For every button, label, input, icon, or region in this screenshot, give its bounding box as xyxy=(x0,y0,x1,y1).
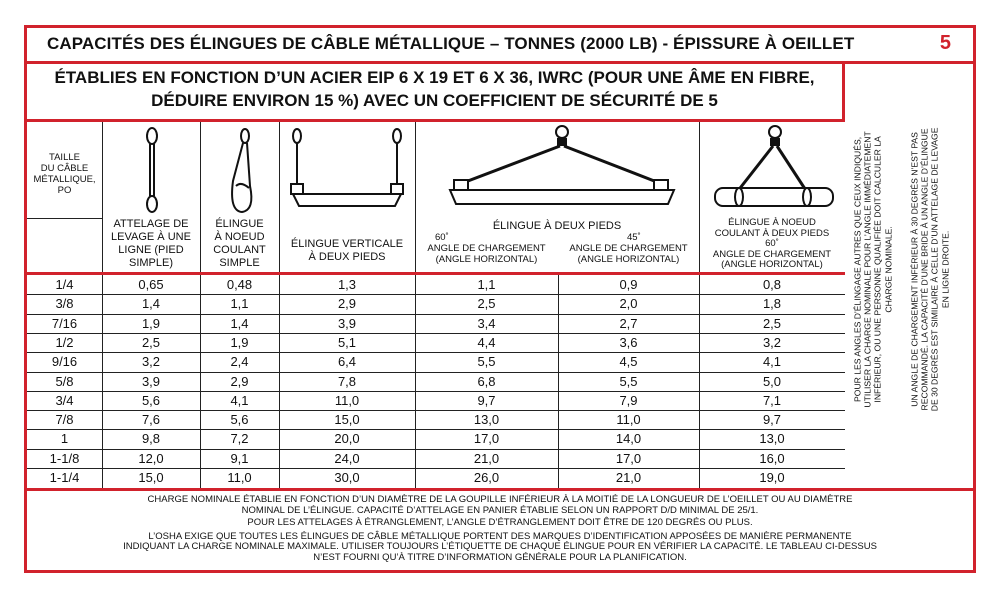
two-leg-header-title: ÉLINGUE À DEUX PIEDS xyxy=(492,220,622,232)
capacity-cell: 0,9 xyxy=(619,277,638,292)
capacity-cell: 0,65 xyxy=(138,277,164,292)
footer-line: NOMINAL DE L’ÉLINGUE. CAPACITÉ D’ATTELAGE EN PANIER ÉTABLIE SELON UN RAPPORT D/D MINIMAL DE 25/1. xyxy=(241,504,759,516)
capacity-cell: 3,6 xyxy=(619,334,638,350)
header-line: À NOEUD xyxy=(214,231,265,243)
cable-size-cell: 1/2 xyxy=(55,334,74,350)
capacity-cell: 3,2 xyxy=(762,334,782,350)
header-line: LEVAGE À UNE xyxy=(111,231,191,243)
subtitle-box xyxy=(27,64,845,122)
title-bar xyxy=(27,28,973,64)
choker-sling-icon xyxy=(217,126,267,214)
cable-size-cell: 7/16 xyxy=(51,315,78,331)
single-leg-header xyxy=(102,218,200,270)
footer-line: L’OSHA EXIGE QUE TOUTES LES ÉLINGUES DE CÂBLE MÉTALLIQUE PORTENT DES MARQUES D’IDENTIFICATION APPOSÉES DE MANIÈRE PERMANENTE xyxy=(148,530,852,542)
capacity-cell: 2,0 xyxy=(619,296,638,312)
cable-size-cell: 5/8 xyxy=(55,373,74,389)
header-line: (ANGLE HORIZONTAL) xyxy=(577,254,680,265)
capacity-cell: 4,1 xyxy=(762,354,782,370)
capacity-cell: 6,4 xyxy=(337,354,357,370)
footer-line: POUR LES ATTELAGES À ÉTRANGLEMENT, L’ANGLE D’ÉTRANGLEMENT DOIT ÊTRE DE 120 DEGRÉS OU PLUS. xyxy=(247,517,753,529)
header-line: ÉLINGUE xyxy=(215,218,264,230)
capacity-cell: 2,4 xyxy=(230,354,249,370)
two-leg-45-degree: 45˚ xyxy=(627,232,641,243)
choker-header xyxy=(200,218,279,270)
capacity-cell: 6,8 xyxy=(477,373,496,389)
side-note-loading-angle xyxy=(910,99,951,439)
capacity-cell: 3,2 xyxy=(141,354,161,370)
capacity-cell: 3,9 xyxy=(141,373,161,389)
capacity-cell: 9,7 xyxy=(477,392,496,408)
capacity-cell: 5,1 xyxy=(337,334,357,350)
capacity-cell: 30,0 xyxy=(334,470,360,485)
capacity-cell: 2,9 xyxy=(337,296,357,312)
side-note-2-line: EN LIGNE DROITE. xyxy=(940,230,951,309)
cable-size-cell: 7/8 xyxy=(55,412,74,428)
header-line: LIGNE (PIED xyxy=(118,244,184,256)
capacity-cell: 4,5 xyxy=(619,354,638,370)
capacity-cell: 7,6 xyxy=(141,412,161,428)
capacity-cell: 2,5 xyxy=(762,315,782,331)
capacity-cell: 7,8 xyxy=(337,373,357,389)
capacity-cell: 11,0 xyxy=(334,392,360,408)
page-number: 5 xyxy=(939,32,951,54)
capacity-cell: 24,0 xyxy=(334,450,360,466)
capacity-cell: 3,9 xyxy=(337,315,357,331)
capacity-cell: 14,0 xyxy=(615,431,642,447)
two-leg-choker-header xyxy=(699,218,845,271)
header-line: (ANGLE HORIZONTAL) xyxy=(435,254,538,265)
header-line: 60˚ xyxy=(765,238,779,249)
capacity-cell: 17,0 xyxy=(473,431,500,447)
header-line: ÉLINGUE VERTICALE xyxy=(290,238,404,250)
two-leg-choker-sling-icon xyxy=(707,124,837,214)
footer-line: N’EST FOURNI QU’À TITRE D’INFORMATION GÉNÉRALE POUR LA PLANIFICATION. xyxy=(313,551,687,563)
capacity-cell: 2,9 xyxy=(230,373,249,389)
side-note-1-line: CHARGE NOMINALE. xyxy=(883,226,894,313)
footer-line: CHARGE NOMINALE ÉTABLIE EN FONCTION D’UN DIAMÈTRE DE LA GOUPILLE INFÉRIEUR À LA MOITIÉ DE LA LONGUEUR DE L’OEILLET OU AU DIAMÈTRE xyxy=(147,494,853,505)
two-leg-45-header xyxy=(558,243,699,265)
capacity-cell: 1,4 xyxy=(141,296,161,312)
side-note-2-line: DE 30 DEGRÉS EST SIMILAIRE À CELLE D’UN ATTELAGE DE LEVAGE xyxy=(930,127,940,412)
capacity-cell: 15,0 xyxy=(138,470,164,485)
header-line: (ANGLE HORIZONTAL) xyxy=(721,259,823,270)
capacity-cell: 1,1 xyxy=(230,296,249,312)
capacity-cell: 7,9 xyxy=(619,392,638,408)
side-note-1-line: INFÉRIEUR, OU UNE PERSONNE QUALIFIÉE DOIT CALCULER LA xyxy=(873,136,883,403)
subtitle-line-2: DÉDUIRE ENVIRON 15 %) AVEC UN COEFFICIENT DE SÉCURITÉ DE 5 xyxy=(151,91,718,110)
capacity-table xyxy=(27,122,845,488)
capacity-cell: 9,7 xyxy=(762,412,782,428)
subtitle-line-1: ÉTABLIES EN FONCTION D’UN ACIER EIP 6 X 19 ET 6 X 36, IWRC (POUR UNE ÂME EN FIBRE, xyxy=(54,68,815,87)
capacity-cell: 1,1 xyxy=(477,277,496,292)
cable-size-cell: 1/4 xyxy=(55,277,74,292)
header-line: ANGLE DE CHARGEMENT xyxy=(427,243,546,254)
capacity-cell: 5,6 xyxy=(230,412,249,428)
capacity-cell: 0,48 xyxy=(226,277,253,292)
capacity-cell: 11,0 xyxy=(227,470,252,485)
capacity-cell: 1,8 xyxy=(762,296,782,312)
capacity-cell: 19,0 xyxy=(759,470,785,485)
header-line: SIMPLE) xyxy=(128,257,173,269)
vertical-two-leg-sling-icon xyxy=(285,126,409,214)
capacity-cell: 12,0 xyxy=(138,450,164,466)
capacity-cell: 1,4 xyxy=(230,315,249,331)
capacity-cell: 9,1 xyxy=(230,450,249,466)
capacity-cell: 4,4 xyxy=(477,334,496,350)
capacity-cell: 13,0 xyxy=(473,412,500,428)
page-title: CAPACITÉS DES ÉLINGUES DE CÂBLE MÉTALLIQUE – TONNES (2000 LB) - ÉPISSURE À OEILLET xyxy=(47,34,855,53)
size-header-line: PO xyxy=(57,185,72,196)
side-note-angles xyxy=(853,99,894,439)
cable-size-cell: 3/4 xyxy=(55,392,74,408)
capacity-cell: 13,0 xyxy=(759,431,785,447)
capacity-cell: 21,0 xyxy=(615,470,642,485)
cable-size-cell: 9/16 xyxy=(51,354,78,370)
capacity-cell: 2,5 xyxy=(477,296,496,312)
header-line: ATTELAGE DE xyxy=(113,218,189,230)
capacity-cell: 9,8 xyxy=(141,431,161,447)
capacity-cell: 7,2 xyxy=(230,431,249,447)
capacity-cell: 4,1 xyxy=(230,392,249,408)
footer-notes xyxy=(27,488,973,570)
side-notes xyxy=(845,64,973,488)
two-leg-60-degree: 60˚ xyxy=(435,232,449,243)
capacity-cell: 11,0 xyxy=(616,412,641,428)
two-leg-60-header xyxy=(415,243,558,265)
capacity-cell: 5,6 xyxy=(141,392,161,408)
capacity-cell: 5,5 xyxy=(619,373,638,389)
capacity-cell: 26,0 xyxy=(473,470,500,485)
capacity-cell: 20,0 xyxy=(334,431,360,447)
side-note-1-line: POUR LES ANGLES D’ÉLINGAGE AUTRES QUE CEUX INDIQUÉS, xyxy=(852,136,863,402)
capacity-cell: 1,9 xyxy=(230,334,249,350)
side-note-2-line: UN ANGLE DE CHARGEMENT INFÉRIEUR À 30 DEGRÉS N’EST PAS xyxy=(909,132,920,407)
header-line: ÉLINGUE À NOEUD xyxy=(728,217,816,228)
capacity-chart-frame xyxy=(24,25,976,573)
capacity-cell: 1,9 xyxy=(141,315,161,331)
capacity-cell: 2,7 xyxy=(619,315,638,331)
side-note-2-line: RECOMMANDÉ. LA CAPACITÉ D’UNE BRIDE À UN ANGLE D’ÉLINGUE xyxy=(919,128,930,411)
header-line: SIMPLE xyxy=(219,257,260,269)
capacity-cell: 21,0 xyxy=(473,450,500,466)
header-line: ANGLE DE CHARGEMENT xyxy=(712,248,832,260)
capacity-cell: 0,8 xyxy=(762,277,782,292)
header-line: COULANT À DEUX PIEDS xyxy=(714,227,830,239)
capacity-cell: 16,0 xyxy=(759,450,785,466)
header-divider xyxy=(27,272,845,275)
capacity-cell: 5,5 xyxy=(477,354,496,370)
capacity-cell: 2,5 xyxy=(141,334,161,350)
size-header xyxy=(27,152,102,196)
size-header-line: MÉTALLIQUE, xyxy=(33,174,96,185)
cable-size-cell: 3/8 xyxy=(55,296,74,312)
header-line: COULANT xyxy=(213,244,266,256)
two-leg-bridle-sling-icon xyxy=(442,124,682,214)
header-line: À DEUX PIEDS xyxy=(308,251,386,263)
capacity-cell: 15,0 xyxy=(334,412,360,428)
capacity-cell: 7,1 xyxy=(762,392,782,408)
cable-size-cell: 1 xyxy=(60,431,69,447)
single-leg-sling-icon xyxy=(127,126,177,214)
header-line: ANGLE DE CHARGEMENT xyxy=(569,243,688,254)
side-note-1-line: UTILISER LA CHARGE NOMINALE POUR L’ANGLE IMMÉDIATEMENT xyxy=(862,131,873,408)
size-header-line: TAILLE xyxy=(49,152,80,163)
vertical-header xyxy=(279,238,415,264)
capacity-cell: 1,3 xyxy=(337,277,357,292)
capacity-cell: 17,0 xyxy=(615,450,642,466)
footer-line: INDIQUANT LA CHARGE NOMINALE MAXIMALE. UTILISER TOUJOURS L’ÉTIQUETTE DE CHAQUE ÉLINGUE POUR EN VÉRIFIER LA CAPACITÉ. LE TABLEAU CI-DESSUS xyxy=(123,541,877,553)
capacity-cell: 5,0 xyxy=(762,373,782,389)
cable-size-cell: 1-1/8 xyxy=(49,450,80,466)
size-header-line: DU CÂBLE xyxy=(40,163,89,174)
capacity-cell: 3,4 xyxy=(477,315,496,331)
cable-size-cell: 1-1/4 xyxy=(49,470,80,485)
